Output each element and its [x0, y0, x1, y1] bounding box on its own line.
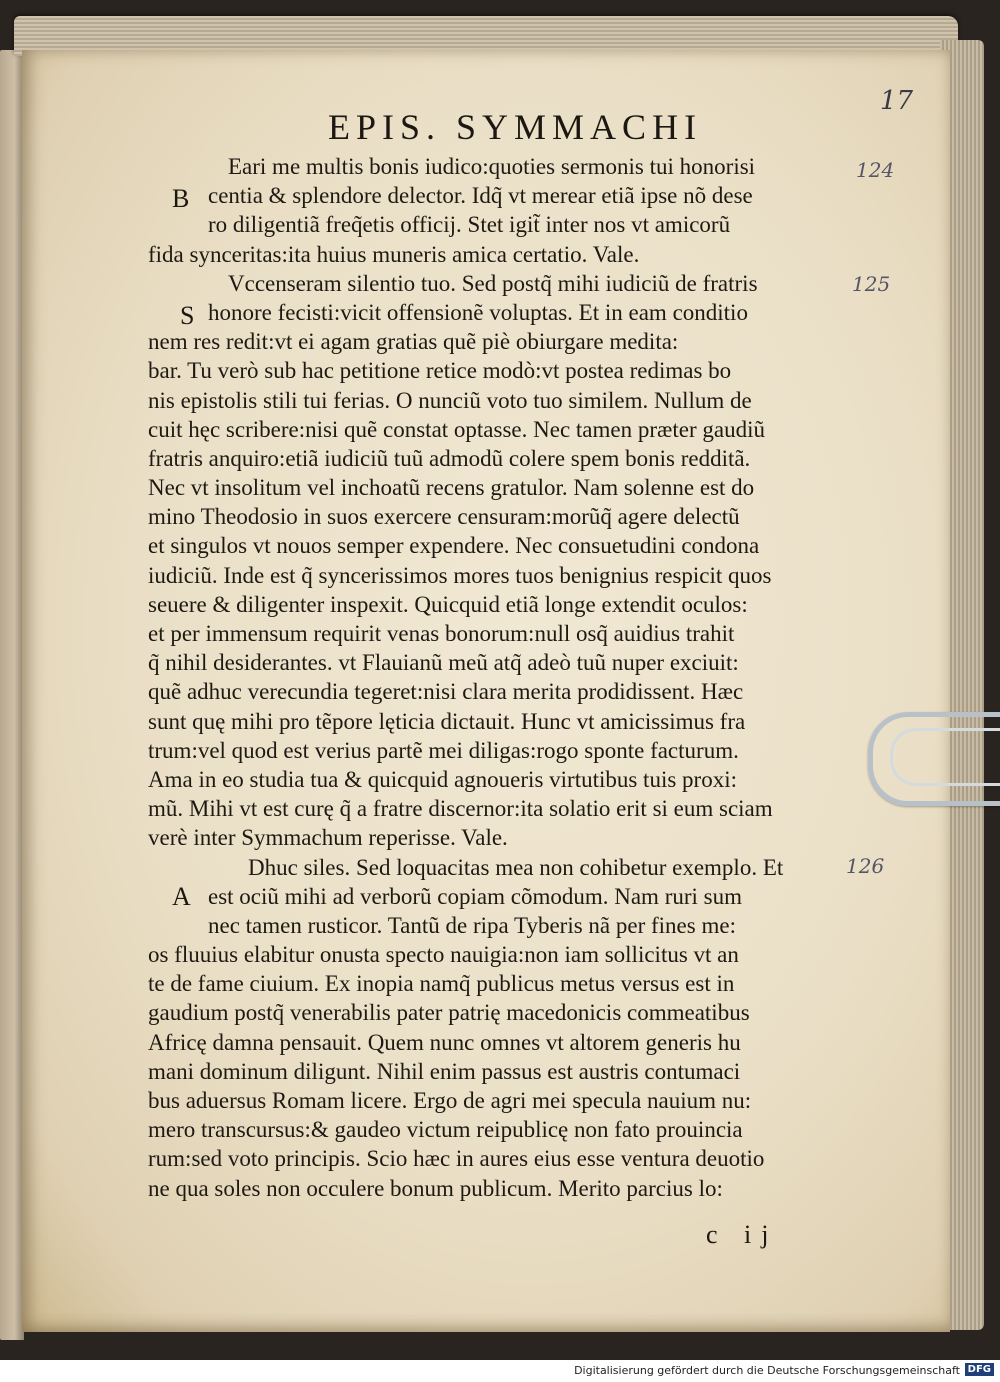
text-line: os fluuius elabitur onusta specto nauigia:non iam sollicitus vt an	[148, 942, 739, 968]
text-line: Eari me multis bonis iudico:quoties sermonis tui honorisi	[228, 154, 756, 179]
text-line: mino Theodosio in suos exercere censuram:morũq̃ agere delectũ	[148, 504, 740, 530]
text-line: mero transcursus:& gaudeo victum reipublicę non fato prouincia	[148, 1117, 743, 1143]
dfg-logo: DFG	[965, 1363, 994, 1376]
initial-letter: B	[172, 184, 190, 213]
text-line: quẽ adhuc verecundia tegeret:nisi clara merita prodidissent. Hæc	[148, 679, 744, 705]
text-line: et singulos vt nouos semper expendere. Nec consuetudini condona	[148, 533, 760, 559]
text-line: centia & splendore delector. Idq̃ vt merear etiã ipse nõ dese	[208, 183, 753, 209]
signature-mark: c ij	[706, 1220, 779, 1249]
book-binding-left	[0, 50, 24, 1340]
text-line: nem res redit:vt ei agam gratias quẽ piè obiurgare medita:	[148, 329, 679, 355]
text-line: nec tamen rusticor. Tantũ de ripa Tyberis nã per fines me:	[208, 912, 736, 938]
initial-letter: S	[180, 301, 195, 330]
text-line: trum:vel quod est verius partẽ mei diligas:rogo sponte facturum.	[148, 737, 739, 763]
paper-clip-inner	[890, 728, 1000, 786]
text-line: q̃ nihil desiderantes. vt Flauianũ meũ atq̃ adeò tuũ nuper exciuit:	[148, 650, 739, 676]
initial-letter: A	[172, 882, 191, 911]
text-line: fratris anquiro:etiã iudiciũ tuũ admodũ colere spem bonis redditã.	[148, 445, 751, 471]
text-line: nis epistolis stili tui ferias. O nunciũ voto tuo similem. Nullum de	[148, 387, 752, 413]
margin-note: 126	[846, 854, 885, 878]
text-line: honore fecisti:vicit offensionẽ voluptas. Et in eam conditio	[208, 299, 748, 325]
text-line: ro diligentiã freq̃etis officij. Stet igit̃ inter nos vt amicorũ	[208, 212, 731, 238]
text-line: verè inter Symmachum reperisse. Vale.	[148, 825, 508, 851]
text-line: Nec vt insolitum vel inchoatũ recens gratulor. Nam solenne est do	[148, 475, 755, 501]
text-line: cuit hęc scribere:nisi quẽ constat optasse. Nec tamen præter gaudiũ	[148, 416, 765, 442]
text-line: Vccenseram silentio tuo. Sed postq̃ mihi iudiciũ de fratris	[228, 270, 758, 296]
text-line: Ama in eo studia tua & quicquid agnoueris virtutibus tuis proxi:	[148, 766, 737, 792]
text-line: sunt quę mihi pro tẽpore lęticia dictauit. Hunc vt amicissimus fra	[148, 708, 746, 734]
margin-note: 124	[856, 158, 895, 182]
margin-note: 125	[852, 272, 891, 296]
body-text	[148, 152, 828, 1203]
text-line: et per immensum requirit venas bonorum:null osq̃ auidius trahit	[148, 621, 735, 646]
text-line: mũ. Mihi vt est curę q̃ a fratre discernor:ita solatio erit si eum sciam	[148, 796, 773, 822]
text-line: gaudium postq̃ venerabilis pater patrię macedonicis commeatibus	[148, 1000, 750, 1026]
text-line: bus aduersus Romam licere. Ergo de agri mei specula nauium nu:	[148, 1088, 752, 1113]
text-line: rum:sed voto principis. Scio hæc in aures eius esse ventura deuotio	[148, 1146, 765, 1172]
text-line: Africę damna pensauit. Quem nunc omnes vt altorem generis hu	[148, 1029, 741, 1055]
running-head: EPIS. SYMMACHI	[328, 107, 703, 147]
text-line: bar. Tu verò sub hac petitione retice modò:vt postea redimas bo	[148, 358, 732, 384]
text-line: fida synceritas:ita huius muneris amica certatio. Vale.	[148, 241, 640, 267]
text-line: seuere & diligenter inspexit. Quicquid etiã longe extendit oculos:	[148, 591, 748, 617]
text-line: mani dominum diligunt. Nihil enim passus est austris contumaci	[148, 1058, 741, 1084]
text-line: Dhuc siles. Sed loquacitas mea non cohibetur exemplo. Et	[248, 854, 784, 880]
folio-number: 17	[880, 86, 914, 116]
text-line: est ociũ mihi ad verborũ copiam cõmodum. Nam ruri sum	[208, 883, 742, 909]
funding-credit: Digitalisierung gefördert durch die Deutsche Forschungsgemeinschaft	[574, 1364, 960, 1377]
text-line: te de fame ciuium. Ex inopia namq̃ publicus metus versus est in	[148, 971, 735, 997]
text-line: ne qua soles non occulere bonum publicum. Merito parcius lo:	[148, 1175, 723, 1201]
text-line: iudiciũ. Inde est q̃ syncerissimos mores tuos benignius respicit quos	[148, 562, 772, 588]
